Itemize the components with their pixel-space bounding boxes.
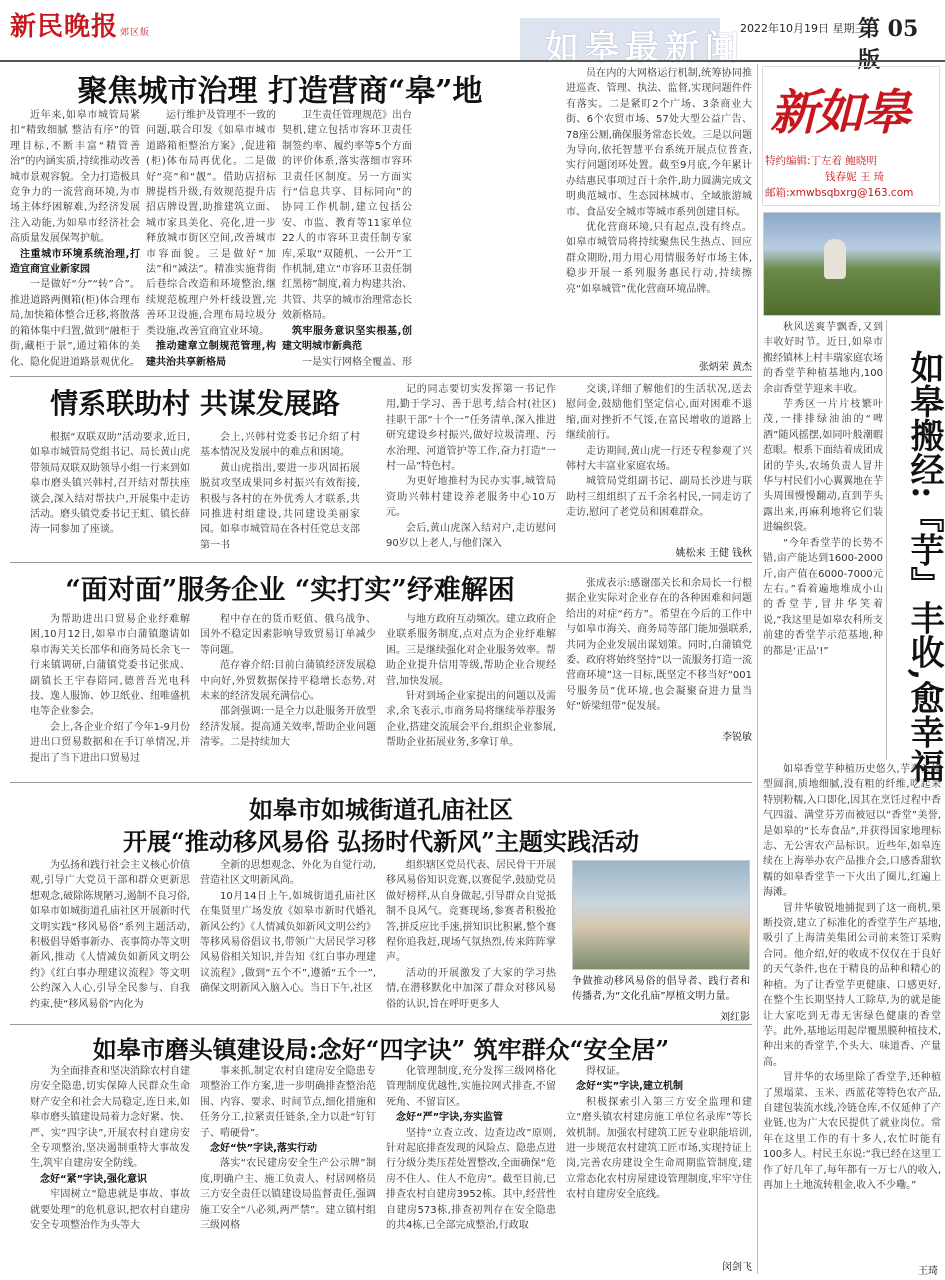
article1-para: 运行维护及管理不一致的问题,联合印发《如皋市城市道路箱柜整治方案》,促进箱(柜)体布局再优化。二是做好“亮”和“靓”。借助店招标牌提档升级,有效规范提升店招店牌设置,助推建筑立面、城市家具美化、亮化,进一步释放城市街区空间,改善城市市容面貌。三是做好“加法”和“减法”。精准实施背街后巷综合改造和环境整治,继续规范梳理户外杆线设置,完善环卫设施,合理布局垃圾分类设施,改善宜商宜业环境。 (146, 110, 276, 337)
article1-subhead: 推动建章立制规范管理,构建共治共享新格局 (146, 341, 276, 368)
article2-col1 (30, 430, 190, 560)
article3-col4 (566, 576, 752, 724)
farmer-figure (824, 239, 846, 279)
article2-para: 记的同志要切实发挥第一书记作用,勤于学习、善于思考,结合村(社区)挂职干部“十个一”任务清单,深入推进研究建设乡村振兴,做好垃圾清理、污水治理、河道管护等工作,奋力打造“一村一品”特色村。 (386, 384, 556, 473)
article2-para: 会后,黄山虎深入结对户,走访慰问90岁以上老人,与他们深入 (386, 522, 556, 550)
article1-para: 卫生责任管理规范》出台契机,建立包括市容环卫责任制签约率、履约率等5个方面的评价体系,落实落细市容环卫责任区制度。另一方面实行“信息共享、目标同向”的协同工作机制,建立包括公安、市监、教育等11家单位22人的市容环卫责任制专家库,采取“双随机、一公开”工作机制,建立“市容环卫责任制红黑榜”制度,着力构建共治、共管、共享的城市治理常态长效新格局。 (282, 110, 412, 322)
article1-para: 一是做好“分”“转”合”。推进道路两侧箱(柜)体合理布局,加快箱体整合迁移,将散落的箱体集中归置,做到“融柜于街,藏柜于景”,通过箱体的美化、隐化促进道路景观优化。 (10, 279, 140, 368)
article2-col3 (386, 382, 556, 560)
article3-headline: “面对面”服务企业 “实打实”纾难解困 (65, 575, 515, 606)
article5-para: 积极探索引入第三方安全监理和建立“磨头镇农村建房施工单位名录库”等长效机制。加强农村建筑工匠专业职能培训,进一步规范农村建筑工匠市场,实现持证上岗,完善农房建设全生命周期监管制度,建立常态化农村房屋建设管理制度,牢牢守住农村自建房安全底线。 (566, 1096, 752, 1201)
sidebar-body-top (763, 320, 883, 760)
article4-para: 为弘扬和践行社会主义核心价值观,引导广大党员干部和群众更新思想观念,破除陈规陋习,遏制不良习俗,如皋市如城街道孔庙社区开展新时代文明实践“移风易俗”系列主题活动,积极倡导婚事新办、丧事简办等文明新风,推动《人情减负如新风文明公约》《红白事办理建议流程》等文明公约深入人心,引导全民参与、自我约束,使“移风易俗”内化为 (30, 860, 190, 1010)
article3-col1 (30, 612, 190, 772)
article3-col3 (386, 612, 556, 772)
editors-line-1: 特约编辑:丁左着 鲍晓明 (765, 155, 877, 167)
article4-col3 (386, 858, 556, 1024)
article5-subhead: 念好“紧”字诀,强化意识 (40, 1173, 147, 1185)
article1-col1 (10, 108, 140, 370)
editor-email: 邮箱:xmwbsqbxrg@163.com (765, 187, 914, 199)
article4-byline: 刘红影 (720, 1012, 750, 1023)
sidebar-para: 冒井华敏锐地捕捉到了这一商机,果断投资,建立了标准化的香堂芋生产基地,吸引了上海清美集团公司前来签订采购合同。他介绍,好的收成不仅仅在于良好的天气条件,也在于精良的品种和精心的种植。为了让香堂芋更健康、口感更好,在整个生长期坚持人工除草,为的就是能让大家吃到无毒无害绿色健康的香堂芋。此外,基地运用起岸覆黑膜种植技术,种出来的香堂芋,个头大、味道香、产量高。 (763, 902, 941, 1068)
article5-subhead: 念好“实”字诀,建立机制 (576, 1081, 683, 1093)
column-divider (757, 64, 758, 1274)
article4-col2 (200, 858, 376, 1024)
article4-headline-1: 如皋市如城街道孔庙社区 (249, 795, 513, 824)
article2-col2 (200, 430, 360, 560)
article1-para: 近年来,如皋市城管局紧扣“精致细腻 整洁有序”的管理目标,不断丰富“精管善治”的内涵实质,持续推动改善城市景观容貌。全力打造极具竞争力的一流营商环境,为市场主体纾困解难,为经济发展注入动能,为如皋市经济社会高质量发展保驾护航。 (10, 110, 140, 245)
article1-para: 优化营商环境,只有起点,没有终点。如皋市城管局将持续聚焦民生热点、回应群众期盼,用力用心用情服务好市场主体,稳步开展一系列服务惠民行动,持续擦亮“如皋城管”优化营商环境品牌。 (566, 222, 752, 295)
sidebar-para: 芋秀区一片片枝繁叶茂,一排排绿油油的“啤酒”随风摇摆,如同叶般潮暇惹眼。根系下面结着成团成团的芋头,农场负责人冒井华与村民们小心翼翼地在芋头周围慢慢翻动,直到芋头露出来,再麻利地将它们装进编织袋。 (763, 399, 883, 534)
activity-photo (572, 860, 750, 970)
article5-col3 (386, 1064, 556, 1274)
article-divider (10, 376, 752, 377)
sidebar-logo: 新如皋 (770, 85, 909, 141)
article2-para: 黄山虎指出,要进一步巩固拓展脱贫攻坚成果同乡村振兴有效衔接,积极与各村的在外优秀人才联系,共同推进村组建设,共同建设美丽家园。如皋市城管局在各村任党总支部第一书 (200, 462, 360, 551)
article5-byline: 闵剑飞 (722, 1262, 752, 1273)
article5-para: 事来抓,制定农村自建房安全隐患专项整治工作方案,进一步明确排查整治范围、内容、要求、时间节点,细化措施和任务分工,拉紧责任链条,全力以赴“钉钉子、啃硬骨”。 (200, 1066, 376, 1139)
article2-headline: 情系联助村 共谋发展路 (50, 387, 340, 420)
brand-sub: 郊区版 (120, 28, 151, 38)
article1-col2 (146, 108, 276, 370)
article1-byline: 张炳荣 黄杰 (698, 362, 752, 373)
article3-col2 (200, 612, 376, 772)
article4-col1 (30, 858, 190, 1024)
article4-para: 活动的开展激发了大家的学习热情,在潜移默化中加深了群众对移风易俗的认识,旨在呼吁更多人 (386, 967, 556, 1010)
article4-para: 组织辖区党员代表、居民骨干开展移风易俗知识竞赛,以赛促学,鼓励党员做好榜样,从自身做起,引导群众自觉抵制不良风气。竞赛现场,参赛者积极抢答,拼反应比手速,拼知识比积累,整个赛程你追我赶,现场气氛热烈,传来阵阵掌声。 (386, 860, 556, 964)
article5-para: 牢固树立“隐患就是事故、事故就要处理”的危机意识,把农村自建房安全专项整治作为头等大 (30, 1189, 190, 1232)
article2-para: 走访期间,黄山虎一行还专程参观了兴韩村大丰富业家庭农场。 (566, 445, 752, 473)
article2-col4 (566, 382, 752, 542)
article5-col2 (200, 1064, 376, 1274)
article5-headline: 如皋市磨头镇建设局:念好“四字诀” 筑牢群众“安全居” (92, 1035, 670, 1064)
article4-para: 全新的思想观念、外化为自觉行动,营造社区文明新风尚。 (200, 860, 376, 887)
article3-para: 针对到场企业家提出的问题以及需求,余飞表示,市商务局将继续举荐服务企业,搭建交流展会平台,组织企业参展,帮助企业拓展业务,多拿订单。 (386, 691, 556, 749)
article3-para: 邵剑强调:一是全力以赴服务开放型经济发展。提高通关效率,帮助企业问题清零。二是持续加大 (200, 706, 376, 749)
photo-caption: 争做推动移风易俗的倡导者、践行者和传播者,为“文化孔庙”厚植文明力量。 (572, 976, 750, 1003)
article2-para: 会上,兴韩村党委书记介绍了村基本情况及发展中的难点和困境。 (200, 432, 360, 459)
sidebar-para: “今年香堂芋的长势不错,亩产能达到1600-2000斤,亩产值在6000-7000元左右。”看着遍地堆成小山的香堂芋,冒井华笑着说,“我这里是如皋农科所支前建的香堂芋示范基地,种的都是‘正品’!” (763, 537, 883, 657)
article5-col4 (566, 1064, 752, 1244)
article5-para: 坚持“立查立改、边查边改”原则,针对起底排查发现的风险点、隐患点进行分级分类压茬处置整改,全面确保“危房不住人、住人不危房”。截至目前,已排查农村自建房3952栋。其中,经营性自建房573栋,排查初判存在安全隐患的共4栋,已全部完成整治,行政取 (386, 1127, 556, 1232)
article1-headline: 聚焦城市治理 打造营商“皋”地 (77, 74, 483, 109)
article5-para: 化管理制度,充分发挥三级网格化管理制度优越性,实施拉网式排查,不留死角、不留盲区。 (386, 1066, 556, 1108)
article-divider (10, 562, 752, 563)
sidebar-divider (886, 320, 887, 760)
article5-para: 为全面排查和坚决消除农村自建房安全隐患,切实保障人民群众生命财产安全和社会大局稳定,连日来,如皋市磨头镇建设局着力念好紧、快、严、实“四字诀”,开展农村自建房安全专项整治,坚决遏制重特大事故发生,筑牢自建房安全防线。 (30, 1066, 190, 1170)
article3-para: 为帮助进出口贸易企业纾难解困,10月12日,如皋市白蒲镇邀请如皋市海关关长邵华和商务局长余飞一行来镇调研,白蒲镇党委书记张成、副镇长王宇春陪同,德普吾光电科技、逸人服饰、妙卫纸业、纽唯盛机电等企业参会。 (30, 614, 190, 718)
article2-para: 交谈,详细了解他们的生活状况,送去慰问金,鼓励他们坚定信心,面对困难不退缩,面对挫折不气馁,在富民增收的道路上继续前行。 (566, 384, 752, 442)
page-number: 第 05 版 (858, 16, 919, 73)
article2-byline: 姚松来 王健 钱秋 (675, 548, 752, 559)
article2-para: 为更好地推村为民办实事,城管局资助兴韩村建设养老服务中心10万元。 (386, 476, 556, 519)
article1-para: 一是实行网格全覆盖、形 (302, 356, 412, 368)
article3-byline: 李锐敏 (722, 732, 752, 743)
article1-para: 员在内的大网格运行机制,统筹协同推进巡查、管理、执法、监督,实现问题件件有落实。二是紧盯2个广场、3条商业大街、6个农贸市场、57处大型公益广告、78座公厕,确保服务常态长效。三是以问题为导向,依托智慧平台系统开展点位普查,实行问题闭环处置。截至9月底,今年累计办结惠民事项过百十余件,助力圆满完成文明典范城市、生态园林城市、全域旅游城市、食品安全城市等城市系列创建目标。 (566, 68, 752, 218)
newspaper-brand: 新民晚报 郊区版 (10, 12, 151, 42)
article4-para: 10月14日上午,如城街道孔庙社区在集贤里广场发放《如皋市新时代婚礼新风公约》《人情减负如新风文明公约》等移风易俗倡议书,带领广大居民学习移风易俗相关知识,并告知《红白事办理建议流程》,做到“五个不”,遵循“五个一”,确保文明新风入脑入心。当日下午,社区 (200, 890, 376, 995)
article3-para: 范存睿介绍:目前白蒲镇经济发展稳中向好,外贸数据保持平稳增长态势,对未来的经济发展充满信心。 (200, 660, 376, 703)
article3-para: 张成表示:感谢邵关长和余局长一行根据企业实际对企业存在的各种困难和问题给出的对症“药方”。希望在今后的工作中与如皋市海关、商务局等部门能加强联系,共同为企业发展出谋划策。同时,白蒲镇党委、政府将始终坚持“以一流服务打造一流营商环境”这一目标,既坚定不移当好“001号服务员”优环境,也会凝聚奋进力量当好“娇梁纽带”促发展。 (566, 578, 752, 713)
sidebar-headline: 如皋搬经:『芋』丰收,愈幸福 (904, 350, 944, 783)
article1-col4 (566, 66, 752, 356)
article1-col3 (282, 108, 412, 370)
article2-para: 城管局党组副书记、副局长沙进与联助村三组组织了五千余名村民,一同走访了走访,慰问了老党员和困难群众。 (566, 476, 752, 519)
section-title: 如皋最新闻 (545, 28, 745, 68)
sidebar-para: 如皋香堂芋种植历史悠久,芋秀头体型圆润,质地细腻,没有粗的纤维,吃起来特别粉糯,入口即化,因其在烹饪过程中香气四溢、满堂芬芳而被冠以“香堂”美誉,是如皋的“长寿食品”,并获得国家地理标志、无公害农产品标识。近些年,如皋连续在上海举办农产品推介会,口感香甜软糯的如皋香堂芋一下火出了圈儿,红遍上海滩。 (763, 764, 941, 899)
article5-col1 (30, 1064, 190, 1274)
article2-para: 根据“双联双助”活动要求,近日,如皋市城管局党组书记、局长黄山虎带领局双联双助领导小组一行来到如皋市磨头镇兴韩村,召开结对帮扶座谈会,深入结对帮扶户,开展集中走访活动。磨头镇党委书记王虹、镇长薛涛一同参加了座谈。 (30, 432, 190, 536)
issue-date: 2022年10月19日 星期三 (740, 22, 866, 35)
article3-para: 与地方政府互动频次。建立政府企业联系服务制度,点对点为企业纾难解困。三是继续强化对企业服务效率。帮助企业提升信用等级,帮助企业合规经营,加快发展。 (386, 614, 556, 687)
sidebar-para: 秋风送爽芋飘香,又到丰收好时节。近日,如皋市搬经镇林上村丰瑞家庭农场的香堂芋种植基地内,100余亩香堂芋迎来丰收。 (763, 322, 883, 395)
article5-subhead: 念好“快”字诀,落实行动 (210, 1143, 317, 1155)
article1-subhead: 筑牢服务意识坚实根基,创建文明城市新典范 (282, 325, 412, 353)
article3-para: 会上,各企业介绍了今年1-9月份进出口贸易数据和在手订单情况,并提出了当下进出口贸易过 (30, 721, 190, 764)
sidebar-editors (765, 153, 940, 201)
article5-subhead: 念好“严”字诀,夯实监管 (396, 1112, 503, 1124)
taro-harvest-photo (763, 212, 941, 316)
article5-para: 得权证。 (586, 1066, 626, 1077)
article3-para: 程中存在的货币贬值、俄乌战争、国外不稳定因素影响导致贸易订单减少等问题。 (200, 614, 376, 656)
article1-subhead: 注重城市环境系统治理,打造宜商宜业新家园 (10, 248, 140, 276)
article-divider (10, 1024, 752, 1025)
sidebar-body-bottom (763, 762, 941, 1264)
article5-para: 落实“农民建房安全生产公示牌”制度,明确户主、施工负责人、村居网格员三方安全责任以镇建设局监督责任,强调施工安全“八必须,两严禁”。建立镇村组三级网格 (200, 1158, 376, 1232)
sidebar-byline: 王琦 (918, 1266, 938, 1277)
article-divider (10, 782, 752, 783)
masthead-rule (0, 60, 945, 62)
sidebar-para: 冒井华的农场里除了香堂芋,还种植了黑塌菜、玉米、西蓝花等特色农产品,自建包装流水线,冷链仓库,不仅延伸了产业链,也为广大农民提供了就业岗位。常年在这里工作的有十多人,农忙时能有100多人。村民王东说:“我已经在这里工作了好几年了,每年都有一万七八的收入,再加上土地流转租金,收入不少嘞。” (763, 1072, 941, 1191)
editors-line-2: 钱春妮 王 琦 (825, 171, 885, 183)
article4-headline-2: 开展“推动移风易俗 弘扬时代新风”主题实践活动 (123, 827, 639, 856)
